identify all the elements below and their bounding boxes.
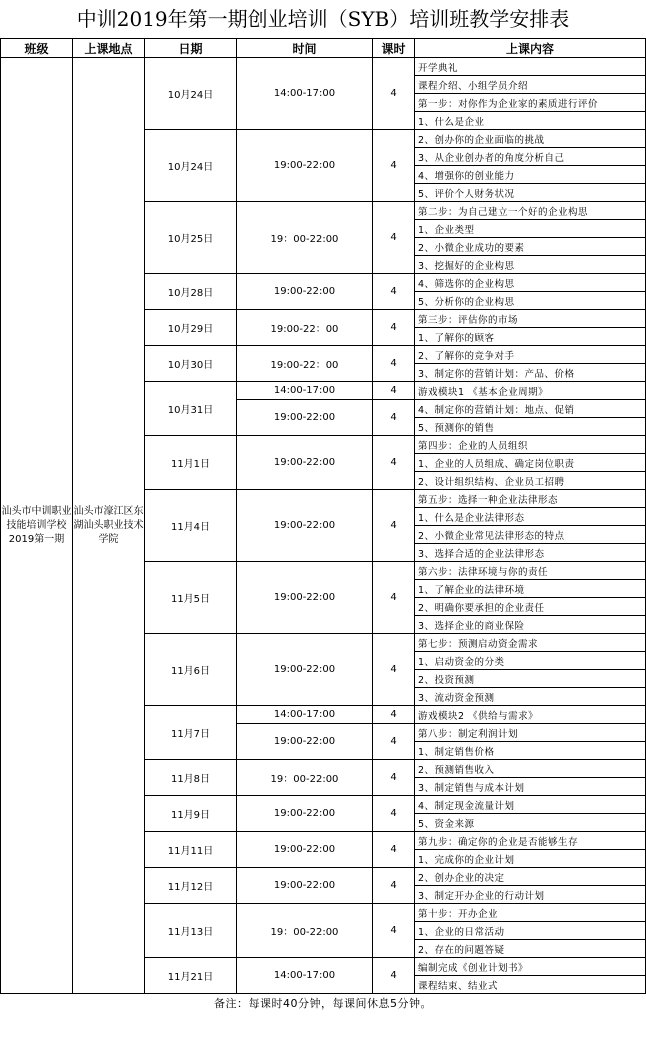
content-item: 3、制定销售与成本计划 [415, 778, 646, 796]
date-cell: 11月8日 [145, 760, 237, 796]
date-cell: 11月5日 [145, 562, 237, 634]
content-item: 3、挖掘好的企业构思 [415, 256, 646, 274]
content-item: 开学典礼 [415, 58, 646, 76]
date-cell: 10月28日 [145, 274, 237, 310]
schedule-table [0, 38, 646, 994]
content-item: 游戏模块2 《供给与需求》 [415, 706, 646, 724]
content-item: 第八步：制定利润计划 [415, 724, 646, 742]
date-cell: 11月12日 [145, 868, 237, 904]
hours-cell: 4 [373, 58, 415, 130]
time-cell: 19:00-22:00 [237, 796, 373, 832]
date-cell: 11月1日 [145, 436, 237, 490]
content-item: 5、评价个人财务状况 [415, 184, 646, 202]
footnote: 备注：每课时40分钟，每课间休息5分钟。 [214, 997, 432, 1010]
content-item: 1、企业的人员组成、确定岗位职责 [415, 454, 646, 472]
content-item: 1、制定销售价格 [415, 742, 646, 760]
hours-cell: 4 [373, 130, 415, 202]
content-item: 游戏模块1 《基本企业周期》 [415, 382, 646, 400]
hours-cell: 4 [373, 436, 415, 490]
hours-cell: 4 [373, 724, 415, 760]
time-cell: 19：00-22:00 [237, 760, 373, 796]
content-item: 3、选择企业的商业保险 [415, 616, 646, 634]
time-cell: 19:00-22:00 [237, 130, 373, 202]
content-item: 课程结束、结业式 [415, 976, 646, 994]
hours-cell: 4 [373, 634, 415, 706]
content-item: 1、什么是企业 [415, 112, 646, 130]
location-cell: 汕头市濠江区东湖汕头职业技术学院 [73, 58, 145, 994]
content-item: 2、明确你要承担的企业责任 [415, 598, 646, 616]
time-cell: 14:00-17:00 [237, 706, 373, 724]
content-item: 课程介绍、小组学员介绍 [415, 76, 646, 94]
content-item: 第三步：评估你的市场 [415, 310, 646, 328]
content-item: 2、存在的问题答疑 [415, 940, 646, 958]
content-item: 1、完成你的企业计划 [415, 850, 646, 868]
content-item: 2、创办企业的决定 [415, 868, 646, 886]
content-item: 第二步：为自己建立一个好的企业构思 [415, 202, 646, 220]
hours-cell: 4 [373, 310, 415, 346]
hours-cell: 4 [373, 868, 415, 904]
hours-cell: 4 [373, 832, 415, 868]
date-cell: 11月4日 [145, 490, 237, 562]
hours-cell: 4 [373, 400, 415, 436]
content-item: 第七步：预测启动资金需求 [415, 634, 646, 652]
content-item: 3、选择合适的企业法律形态 [415, 544, 646, 562]
date-cell: 11月13日 [145, 904, 237, 958]
table-row [1, 58, 646, 76]
content-item: 4、筛选你的企业构思 [415, 274, 646, 292]
date-cell: 10月31日 [145, 382, 237, 436]
content-item: 第六步：法律环境与你的责任 [415, 562, 646, 580]
content-item: 第五步：选择一种企业法律形态 [415, 490, 646, 508]
date-cell: 10月30日 [145, 346, 237, 382]
content-item: 2、预测销售收入 [415, 760, 646, 778]
content-item: 2、小微企业成功的要素 [415, 238, 646, 256]
content-item: 3、流动资金预测 [415, 688, 646, 706]
hours-cell: 4 [373, 202, 415, 274]
schedule-body [1, 58, 646, 994]
content-item: 5、资金来源 [415, 814, 646, 832]
content-item: 5、预测你的销售 [415, 418, 646, 436]
time-cell: 19:00-22:00 [237, 436, 373, 490]
hours-cell: 4 [373, 274, 415, 310]
page-title: 中训2019年第一期创业培训（SYB）培训班教学安排表 [76, 7, 570, 31]
content-item: 2、创办你的企业面临的挑战 [415, 130, 646, 148]
content-item: 2、设计组织结构、企业员工招聘 [415, 472, 646, 490]
content-item: 2、了解你的竞争对手 [415, 346, 646, 364]
date-cell: 10月24日 [145, 58, 237, 130]
header-date: 日期 [145, 39, 237, 58]
hours-cell: 4 [373, 760, 415, 796]
hours-cell: 4 [373, 706, 415, 724]
content-item: 3、从企业创办者的角度分析自己 [415, 148, 646, 166]
class-name-cell: 汕头市中训职业技能培训学校2019第一期 [1, 58, 73, 994]
content-item: 4、制定你的营销计划：地点、促销 [415, 400, 646, 418]
time-cell: 19:00-22：00 [237, 346, 373, 382]
date-cell: 10月29日 [145, 310, 237, 346]
date-cell: 10月25日 [145, 202, 237, 274]
header-hours: 课时 [373, 39, 415, 58]
time-cell: 19：00-22:00 [237, 904, 373, 958]
content-item: 1、企业类型 [415, 220, 646, 238]
content-item: 5、分析你的企业构思 [415, 292, 646, 310]
content-item: 第十步：开办企业 [415, 904, 646, 922]
time-cell: 19:00-22:00 [237, 832, 373, 868]
date-cell: 10月24日 [145, 130, 237, 202]
hours-cell: 4 [373, 346, 415, 382]
content-item: 第四步：企业的人员组织 [415, 436, 646, 454]
time-cell: 14:00-17:00 [237, 382, 373, 400]
time-cell: 19:00-22:00 [237, 724, 373, 760]
content-item: 2、投资预测 [415, 670, 646, 688]
content-item: 1、了解你的顾客 [415, 328, 646, 346]
hours-cell: 4 [373, 490, 415, 562]
content-item: 4、制定现金流量计划 [415, 796, 646, 814]
time-cell: 19:00-22:00 [237, 634, 373, 706]
time-cell: 14:00-17:00 [237, 58, 373, 130]
header-time: 时间 [237, 39, 373, 58]
header-content: 上课内容 [415, 39, 646, 58]
time-cell: 19:00-22:00 [237, 400, 373, 436]
content-item: 1、启动资金的分类 [415, 652, 646, 670]
content-item: 编制完成《创业计划书》 [415, 958, 646, 976]
content-item: 3、制定你的营销计划：产品、价格 [415, 364, 646, 382]
content-item: 第一步：对你作为企业家的素质进行评价 [415, 94, 646, 112]
date-cell: 11月21日 [145, 958, 237, 994]
date-cell: 11月6日 [145, 634, 237, 706]
hours-cell: 4 [373, 958, 415, 994]
hours-cell: 4 [373, 562, 415, 634]
date-cell: 11月11日 [145, 832, 237, 868]
date-cell: 11月9日 [145, 796, 237, 832]
time-cell: 19:00-22:00 [237, 490, 373, 562]
time-cell: 19：00-22:00 [237, 202, 373, 274]
content-item: 第九步：确定你的企业是否能够生存 [415, 832, 646, 850]
hours-cell: 4 [373, 904, 415, 958]
content-item: 1、企业的日常活动 [415, 922, 646, 940]
time-cell: 19:00-22:00 [237, 868, 373, 904]
date-cell: 11月7日 [145, 706, 237, 760]
time-cell: 19:00-22:00 [237, 562, 373, 634]
time-cell: 19:00-22：00 [237, 310, 373, 346]
header-location: 上课地点 [73, 39, 145, 58]
content-item: 2、小微企业常见法律形态的特点 [415, 526, 646, 544]
time-cell: 14:00-17:00 [237, 958, 373, 994]
hours-cell: 4 [373, 382, 415, 400]
header-class: 班级 [1, 39, 73, 58]
content-item: 4、增强你的创业能力 [415, 166, 646, 184]
content-item: 1、什么是企业法律形态 [415, 508, 646, 526]
content-item: 3、制定开办企业的行动计划 [415, 886, 646, 904]
hours-cell: 4 [373, 796, 415, 832]
time-cell: 19:00-22:00 [237, 274, 373, 310]
content-item: 1、了解企业的法律环境 [415, 580, 646, 598]
